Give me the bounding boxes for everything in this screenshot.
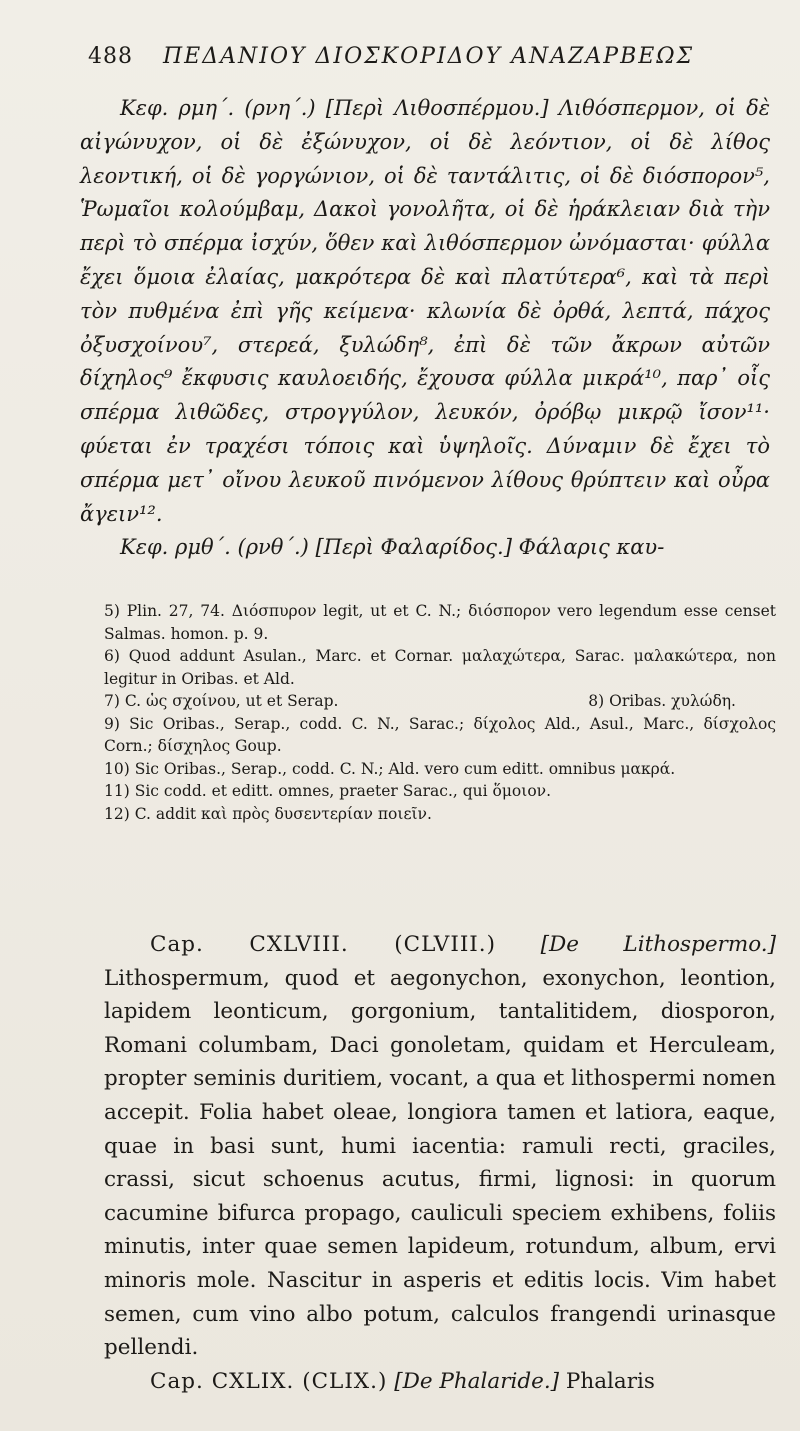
footnote-7: 7) C. ὡς σχοίνου, ut et Serap. [104, 692, 339, 710]
chapter-heading-149: Cap. CXLIX. (CLIX.) [150, 1368, 388, 1394]
footnote-5: 5) Plin. 27, 74. Διόσπυρον legit, ut et C. N.; διόσπορον vero legendum esse censet Salmas. homon. p. 9. [104, 602, 776, 643]
chapter-heading-148: Cap. CXLVIII. (CLVIII.) [150, 932, 497, 957]
page-header [88, 44, 694, 69]
footnote-12: 12) C. addit καὶ πρὸς δυσεντερίαν ποιεῖν. [104, 804, 432, 823]
footnote-6: 6) Quod addunt Asulan., Marc. et Cornar. μαλαχώτερα, Sarac. μαλακώτερα, non legitur in Oribas. et Ald. [104, 647, 776, 688]
latin-paragraph-phalaride [104, 1365, 776, 1399]
footnote-row-7-8 [104, 690, 776, 713]
footnote-8: 8) Oribas. χυλώδη. [588, 692, 736, 710]
chapter-body-148: Lithospermum, quod et aegonychon, exonychon, leontion, lapidem leonticum, gorgonium, tantalitidem, diosporon, Romani columbam, Daci gonoletam, quidam et Herculeam, propter seminis duritiem, vocant, a qua et lithospermi nomen accepit. Folia habet oleae, longiora tamen et latiora, eaque, quae in basi sunt, humi iacentia: ramuli recti, graciles, crassi, sicut schoenus acutus, firmi, lignosi: in quorum cacumine bifurca propago, cauliculi speciem exhibens, foliis minutis, inter quae semen lapideum, rotundum, album, ervi minoris mole. Nascitur in asperis et editis locis. Vim habet semen, cum vino albo potum, calculos frangendi urinasque pellendi. [104, 965, 776, 1361]
footnotes [104, 600, 776, 825]
greek-text-block [80, 92, 770, 565]
footnote-11: 11) Sic codd. et editt. omnes, praeter Sarac., qui ὅμοιον. [104, 782, 552, 800]
chapter-body-149: Phalaris [565, 1368, 655, 1394]
footnote-9: 9) Sic Oribas., Serap., codd. C. N., Sarac.; δίχολος Ald., Asul., Marc., δίσχολος Corn.; δίσχηλος Goup. [104, 714, 776, 755]
latin-text-block [104, 928, 776, 1398]
chapter-title-149: [De Phalaride.] [394, 1368, 560, 1394]
footnote-10: 10) Sic Oribas., Serap., codd. C. N.; Ald. vero cum editt. omnibus μακρά. [104, 759, 676, 778]
page-number: 488 [88, 44, 133, 69]
chapter-title-148: [De Lithospermo.] [540, 932, 776, 957]
running-title: ΠΕΔΑΝΙΟΥ ΔΙΟΣΚΟΡΙΔΟΥ ΑΝΑΖΑΡΒΕΩΣ [163, 44, 695, 69]
greek-paragraph-lithospermon: Κεφ. ρμη΄. (ρνη΄.) [Περὶ Λιθοσπέρμου.] Λιθόσπερμον, οἱ δὲ αἰγώνυχον, οἱ δὲ ἐξώνυχον, οἱ δὲ λεόντιον, οἱ δὲ λίθος λεοντική, οἱ δὲ γοργώνιον, οἱ δὲ ταντάλιτις, οἱ δὲ διόσπορον⁵, Ῥωμαῖοι κολούμβαμ, Δακοὶ γονολῆτα, οἱ δὲ ἡράκλειαν διὰ τὴν περὶ τὸ σπέρμα ἰσχύν, ὅθεν καὶ λιθόσπερμον ὠνόμασται· φύλλα ἔχει ὅμοια ἐλαίας, μακρότερα δὲ καὶ πλατύτερα⁶, καὶ τὰ περὶ τὸν πυθμένα ἐπὶ γῆς κείμενα· κλωνία δὲ ὀρθά, λεπτά, πάχος ὀξυσχοίνου⁷, στερεά, ξυλώδη⁸, ἐπὶ δὲ τῶν ἄκρων αὐτῶν δίχηλος⁹ ἔκφυσις καυλοειδής, ἔχουσα φύλλα μικρά¹⁰, παρ᾽ οἷς σπέρμα λιθῶδες, στρογγύλον, λευκόν, ὀρόβῳ μικρῷ ἴσον¹¹· φύεται ἐν τραχέσι τόποις καὶ ὑψηλοῖς. Δύναμιν δὲ ἔχει τὸ σπέρμα μετ᾽ οἴνου λευκοῦ πινόμενον λίθους θρύπτειν καὶ οὖρα ἄγειν¹². [80, 96, 770, 526]
greek-paragraph-phalaris: Κεφ. ρμθ΄. (ρνθ΄.) [Περὶ Φαλαρίδος.] Φάλαρις καυ- [120, 535, 665, 560]
latin-paragraph-lithospermo [104, 928, 776, 1365]
